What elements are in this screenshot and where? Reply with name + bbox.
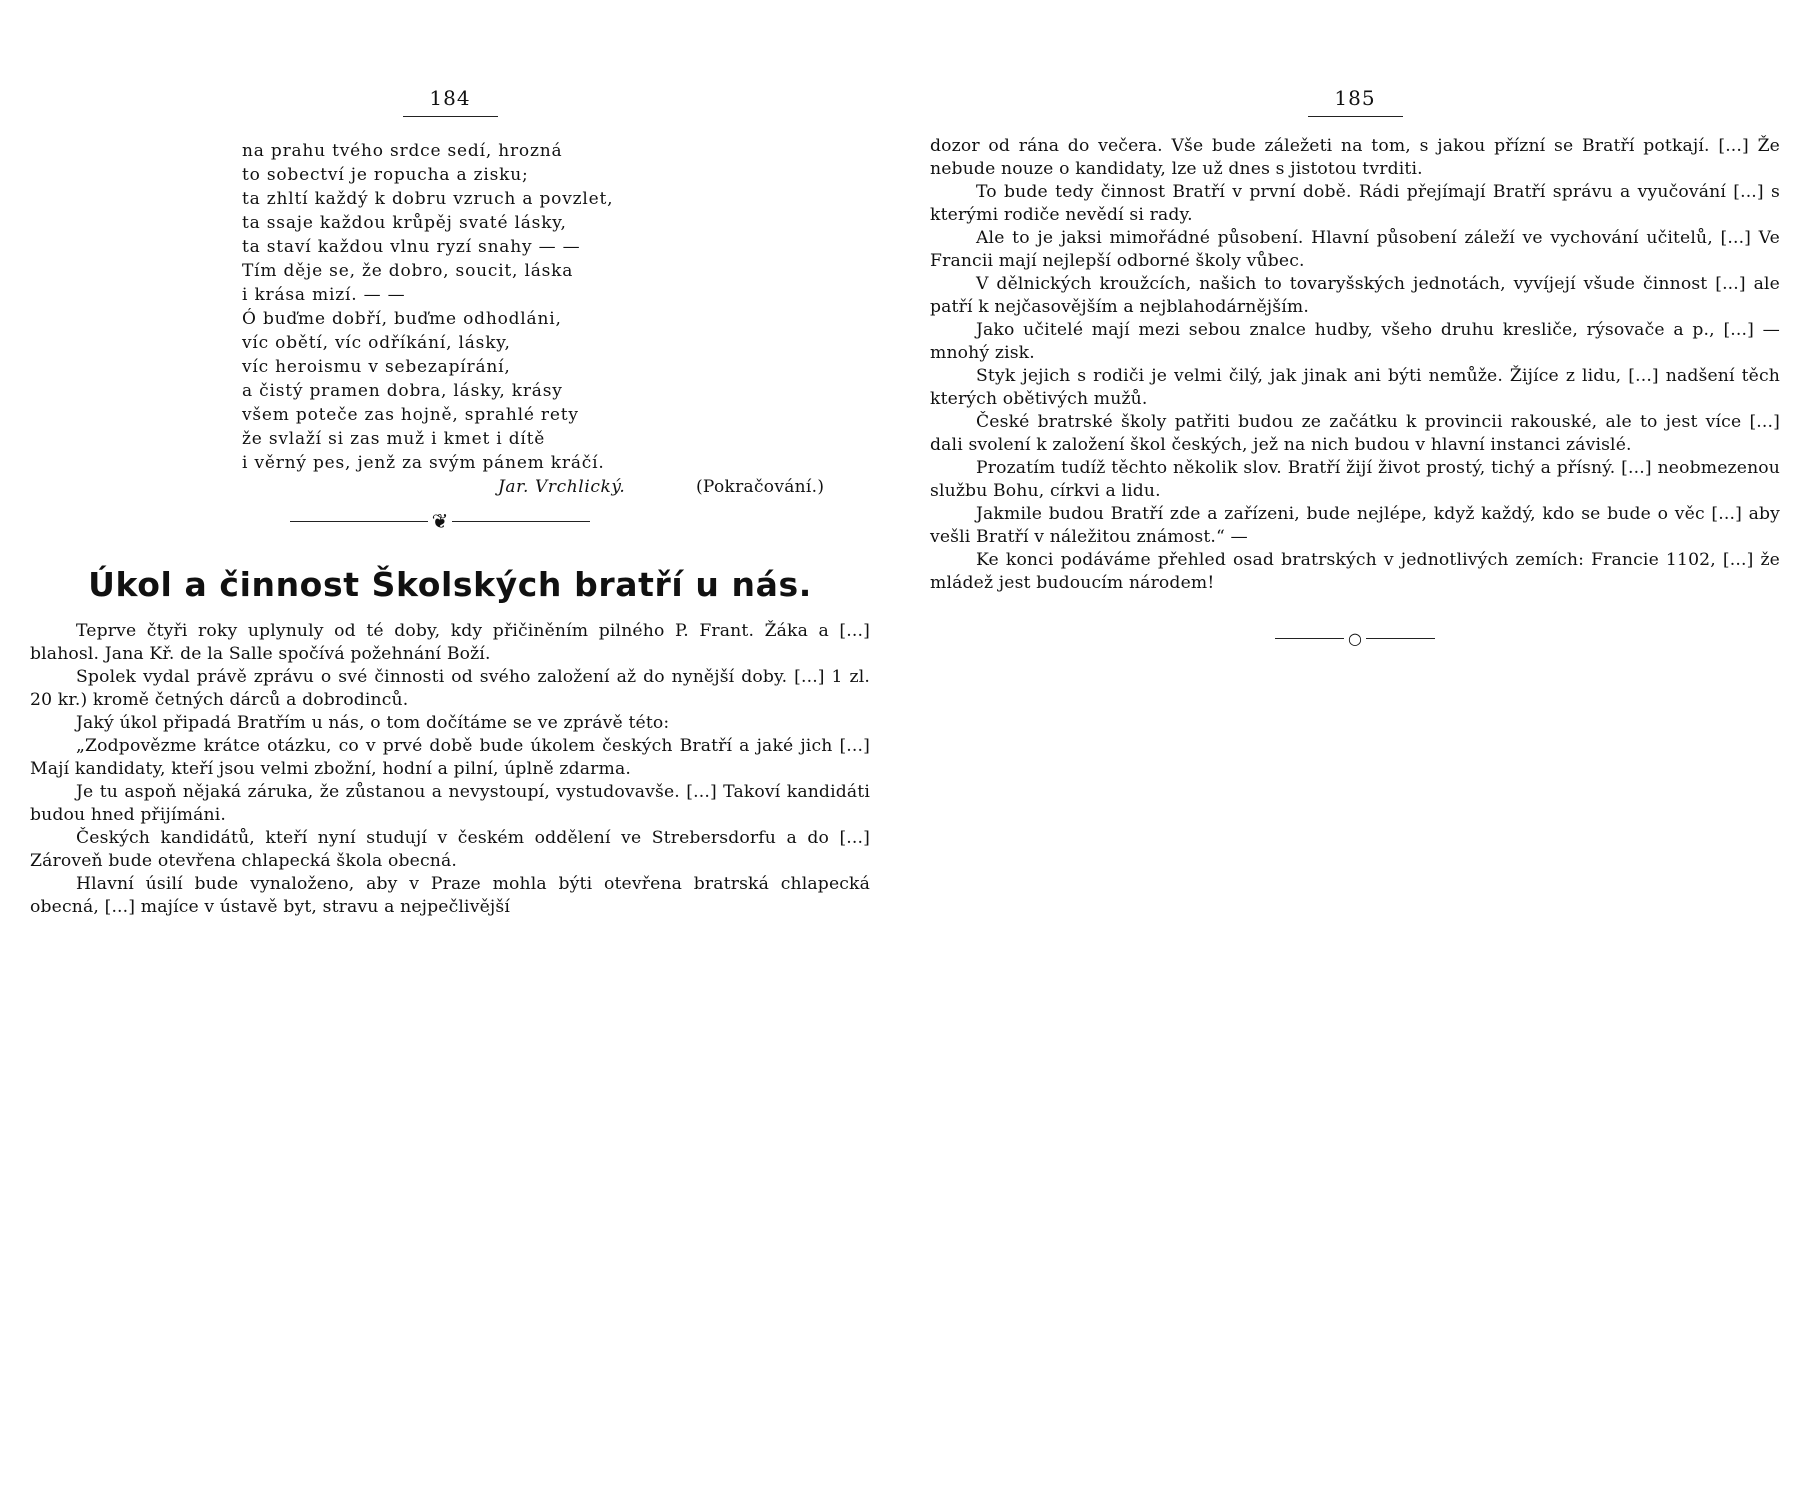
poem-line: víc heroismu v sebezapírání, [242,357,511,377]
paragraph: Teprve čtyři roky uplynuly od té doby, kdy přičiněním pilného P. Frant. Žáka a [...] blahosl. Jana Kř. de la Salle spočívá požehnání Boží. [30,621,870,664]
poem-line: na prahu tvého srdce sedí, hrozná [242,141,563,161]
continuation-note: (Pokračování.) [696,477,825,497]
paragraph: Jakmile budou Bratří zde a zařízeni, bude nejlépe, když každý, kdo se bude o věc [...] aby vešli Bratří v náležitou známost.“ — [930,504,1780,547]
paragraph: Jako učitelé mají mezi sebou znalce hudby, všeho druhu kresliče, rýsovače a p., [...] — mnohý zisk. [930,320,1780,363]
page-number-rule [403,116,498,117]
poem-line: to sobectví je ropucha a zisku; [242,165,529,185]
poem-line: ta ssaje každou krůpěj svaté lásky, [242,213,567,233]
paragraph: To bude tedy činnost Bratří v první době. Rádi přejímají Bratří správu a vyučování [...] s kterými rodiče nevědí si rady. [930,182,1780,225]
paragraph: České bratrské školy patřiti budou ze začátku k provincii rakouské, ale to jest více [...] dali svolení k založení škol českých, jež na nich budou v hlavní instanci závislé. [930,412,1780,455]
article-body-right [930,135,1780,595]
divider-line [1366,638,1435,639]
poem-line: ta zhltí každý k dobru vzruch a povzlet, [242,189,614,209]
poem-line: a čistý pramen dobra, lásky, krásy [242,381,563,401]
paragraph: V dělnických kroužcích, našich to tovaryšských jednotách, vyvíjejí všude činnost [...] ale patří k nejčasovějším a nejblahodárnějším. [930,274,1780,317]
poem-line: i věrný pes, jenž za svým pánem kráčí. [242,453,605,473]
paragraph: Je tu aspoň nějaká záruka, že zůstanou a nevystoupí, vystudovavše. [...] Takoví kandidáti budou hned přijímáni. [30,782,870,825]
poem-line: všem poteče zas hojně, sprahlé rety [242,405,579,425]
paragraph: Styk jejich s rodiči je velmi čilý, jak jinak ani býti nemůže. Žijíce z lidu, [...] nadšení těch kterých obětivých mužů. [930,366,1780,409]
divider-line [1275,638,1344,639]
paragraph: Ke konci podáváme přehled osad bratrských v jednotlivých zemích: Francie 1102, [...] že mládež jest budoucím národem! [930,550,1780,593]
paragraph: Ale to je jaksi mimořádné působení. Hlavní působení záleží ve vychování učitelů, [...] Ve Francii mají nejlepší odborné školy vůbec. [930,228,1780,271]
fleuron-icon: ❦ [431,509,449,533]
poem-line: ta staví každou vlnu ryzí snahy — — [242,237,581,257]
poem-author: Jar. Vrchlický. [498,477,626,497]
paragraph: Jaký úkol připadá Bratřím u nás, o tom dočítáme se ve zprávě této: [76,713,670,733]
article-body-left [30,620,870,919]
paragraph: Spolek vydal právě zprávu o své činnosti od svého založení až do nynější doby. [...] 1 zl. 20 kr.) kromě četných dárců a dobrodinců. [30,667,870,710]
poem-line: Tím děje se, že dobro, soucit, láska [242,261,574,281]
paragraph: Hlavní úsilí bude vynaloženo, aby v Praze mohla býti otevřena bratrská chlapecká obecná, [...] majíce v ústavě byt, stravu a nejpečlivější [30,874,870,917]
right-page [930,0,1780,1500]
poem-line: i krása mizí. — — [242,285,406,305]
paragraph: Prozatím tudíž těchto několik slov. Bratří žijí život prostý, tichý a přísný. [...] neobmezenou službu Bohu, církvi a lidu. [930,458,1780,501]
section-divider [290,511,590,531]
paragraph: Českých kandidátů, kteří nyní studují v českém oddělení ve Strebersdorfu a do [...] Zároveň bude otevřena chlapecká škola obecná. [30,828,870,871]
poem-line: že svlaží si zas muž i kmet i dítě [242,429,546,449]
article-title: Úkol a činnost Školských bratří u nás. [88,565,812,604]
circle-ornament-icon: ○ [1348,629,1362,648]
page-number-rule [1308,116,1403,117]
page-number-right: 185 [1334,86,1376,110]
poem-line: Ó buďme dobří, buďme odhodláni, [242,309,562,329]
poem-line: víc obětí, víc odříkání, lásky, [242,333,511,353]
divider-line [452,521,590,522]
page-number-left: 184 [429,86,471,110]
poem-signature-row [30,477,870,503]
paragraph: dozor od rána do večera. Vše bude záležeti na tom, s jakou přízní se Bratří potkají. [...] Že nebude nouze o kandidaty, lze už dnes s jistotou tvrditi. [930,136,1780,179]
poem [242,139,870,475]
left-page [30,0,870,1500]
end-divider [1275,629,1435,648]
paragraph: „Zodpovězme krátce otázku, co v prvé době bude úkolem českých Bratří a jaké jich [...] Mají kandidaty, kteří jsou velmi zbožní, hodní a pilní, úplně zdarma. [30,736,870,779]
divider-line [290,521,428,522]
